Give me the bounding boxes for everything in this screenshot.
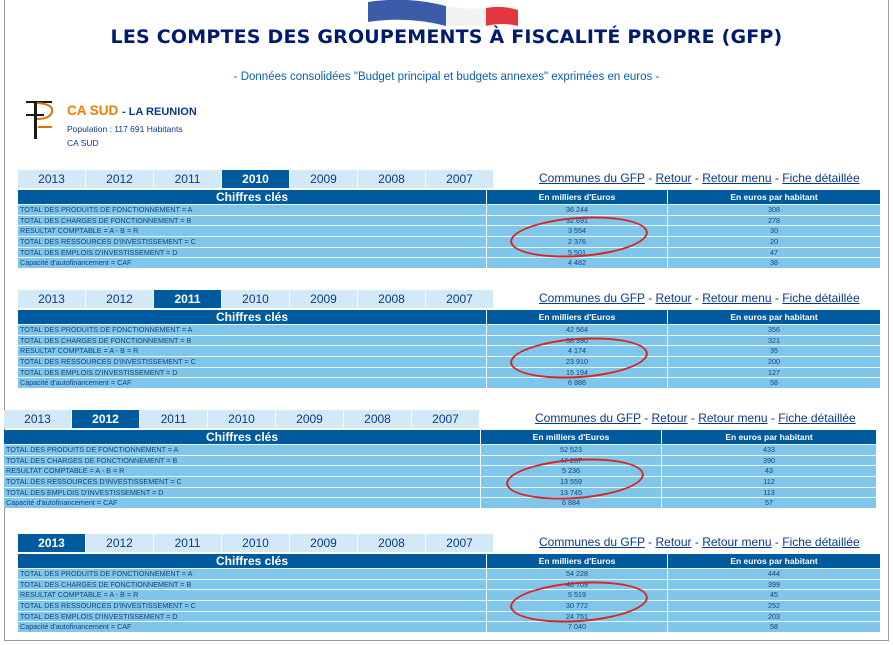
table-header xyxy=(18,190,881,204)
value-thousand-euros: 6 886 xyxy=(487,377,668,388)
link-fiche-detaillee[interactable]: Fiche détaillée xyxy=(782,291,860,305)
row-label: TOTAL DES CHARGES DE FONCTIONNEMENT = B xyxy=(18,215,487,226)
row-label: TOTAL DES EMPLOIS D'INVESTISSEMENT = D xyxy=(4,487,481,498)
year-block-2012 xyxy=(4,410,856,508)
logo-icon xyxy=(22,98,58,140)
page-title: LES COMPTES DES GROUPEMENTS À FISCALITÉ PROPRE (GFP) xyxy=(110,26,783,48)
nav-separator: - xyxy=(644,291,656,305)
nav-separator: - xyxy=(640,411,652,425)
value-thousand-euros: 7 040 xyxy=(487,621,668,632)
table-row xyxy=(18,377,881,388)
value-thousand-euros: 5 236 xyxy=(481,465,662,476)
value-euros-per-inhabitant: 113 xyxy=(662,487,877,498)
row-label: Capacité d'autofinancement = CAF xyxy=(18,621,487,632)
value-thousand-euros: 47 287 xyxy=(481,455,662,466)
row-label: Capacité d'autofinancement = CAF xyxy=(4,497,481,508)
row-label: Capacité d'autofinancement = CAF xyxy=(18,257,487,268)
gfp-subname: CA SUD xyxy=(67,138,99,148)
tab-year-2012[interactable]: 2012 xyxy=(86,290,153,308)
value-thousand-euros: 52 523 xyxy=(481,444,662,455)
table-row xyxy=(4,455,877,466)
value-euros-per-inhabitant: 20 xyxy=(668,236,881,247)
column-header: En milliers d'Euros xyxy=(487,190,668,204)
value-euros-per-inhabitant: 57 xyxy=(662,497,877,508)
row-label: TOTAL DES RESSOURCES D'INVESTISSEMENT = C xyxy=(18,600,487,611)
value-thousand-euros: 48 709 xyxy=(487,579,668,590)
value-thousand-euros: 6 884 xyxy=(481,497,662,508)
table-header xyxy=(4,430,877,444)
row-label: Capacité d'autofinancement = CAF xyxy=(18,377,487,388)
year-tabs xyxy=(4,410,480,428)
table-row xyxy=(18,356,881,367)
value-thousand-euros: 4 174 xyxy=(487,345,668,356)
tab-year-2012[interactable]: 2012 xyxy=(72,410,139,428)
value-euros-per-inhabitant: 47 xyxy=(668,247,881,258)
value-euros-per-inhabitant: 444 xyxy=(668,568,881,579)
value-thousand-euros: 4 482 xyxy=(487,257,668,268)
table-row xyxy=(18,589,881,600)
row-label: TOTAL DES RESSOURCES D'INVESTISSEMENT = C xyxy=(18,356,487,367)
column-header: Chiffres clés xyxy=(18,190,487,204)
value-thousand-euros: 13 745 xyxy=(481,487,662,498)
table-row xyxy=(4,487,877,498)
value-euros-per-inhabitant: 308 xyxy=(668,204,881,215)
value-thousand-euros: 42 564 xyxy=(487,324,668,335)
table-row xyxy=(18,345,881,356)
value-euros-per-inhabitant: 399 xyxy=(668,579,881,590)
nav-separator: - xyxy=(687,411,699,425)
row-label: TOTAL DES RESSOURCES D'INVESTISSEMENT = C xyxy=(18,236,487,247)
column-header: En euros par habitant xyxy=(668,190,881,204)
tab-year-2012[interactable]: 2012 xyxy=(86,170,153,188)
tab-year-2011[interactable]: 2011 xyxy=(154,290,221,308)
table-row xyxy=(18,215,881,226)
value-euros-per-inhabitant: 38 xyxy=(668,257,881,268)
table-row xyxy=(18,324,881,335)
year-block-2013 xyxy=(18,534,860,632)
nav-links xyxy=(539,535,860,549)
row-label: TOTAL DES PRODUITS DE FONCTIONNEMENT = A xyxy=(18,568,487,579)
table-header xyxy=(18,310,881,324)
table-row xyxy=(18,247,881,258)
column-header: En milliers d'Euros xyxy=(487,554,668,568)
column-header: En euros par habitant xyxy=(662,430,877,444)
tab-year-2008[interactable]: 2008 xyxy=(358,290,425,308)
page-subtitle: - Données consolidées "Budget principal et budgets annexes" exprimées en euros - xyxy=(233,71,660,83)
value-thousand-euros: 54 228 xyxy=(487,568,668,579)
table-header xyxy=(18,554,881,568)
value-euros-per-inhabitant: 43 xyxy=(662,465,877,476)
table-row xyxy=(18,257,881,268)
link-retour[interactable]: Retour xyxy=(655,291,692,305)
tab-year-2009[interactable]: 2009 xyxy=(290,534,357,552)
row-label: TOTAL DES PRODUITS DE FONCTIONNEMENT = A xyxy=(18,204,487,215)
table-row xyxy=(18,600,881,611)
link-fiche-detaillee[interactable]: Fiche détaillée xyxy=(778,411,856,425)
value-thousand-euros: 5 519 xyxy=(487,589,668,600)
column-header: Chiffres clés xyxy=(4,430,481,444)
tab-year-2007[interactable]: 2007 xyxy=(426,534,493,552)
tab-year-2009[interactable]: 2009 xyxy=(290,290,357,308)
tab-year-2012[interactable]: 2012 xyxy=(86,534,153,552)
flag-banner-icon xyxy=(368,0,518,26)
value-thousand-euros: 2 376 xyxy=(487,236,668,247)
tab-year-2009[interactable]: 2009 xyxy=(276,410,343,428)
tab-year-2008[interactable]: 2008 xyxy=(344,410,411,428)
column-header: En euros par habitant xyxy=(668,554,881,568)
key-figures-table xyxy=(18,310,881,388)
value-euros-per-inhabitant: 45 xyxy=(668,589,881,600)
nav-separator: - xyxy=(771,535,783,549)
tab-year-2007[interactable]: 2007 xyxy=(412,410,479,428)
nav-separator: - xyxy=(644,535,656,549)
table-row xyxy=(18,367,881,378)
tab-year-2010[interactable]: 2010 xyxy=(222,290,289,308)
table-row xyxy=(18,236,881,247)
year-block-2011 xyxy=(18,290,860,388)
tab-year-2013[interactable]: 2013 xyxy=(4,410,71,428)
value-euros-per-inhabitant: 433 xyxy=(662,444,877,455)
row-label: RESULTAT COMPTABLE = A - B = R xyxy=(18,225,487,236)
key-figures-table xyxy=(4,430,877,508)
value-thousand-euros: 30 772 xyxy=(487,600,668,611)
row-label: TOTAL DES EMPLOIS D'INVESTISSEMENT = D xyxy=(18,367,487,378)
value-euros-per-inhabitant: 30 xyxy=(668,225,881,236)
value-thousand-euros: 15 194 xyxy=(487,367,668,378)
link-retour-menu[interactable]: Retour menu xyxy=(702,171,772,185)
link-communes-gfp[interactable]: Communes du GFP xyxy=(539,291,645,305)
value-thousand-euros: 3 554 xyxy=(487,225,668,236)
link-communes-gfp[interactable]: Communes du GFP xyxy=(539,535,645,549)
value-euros-per-inhabitant: 127 xyxy=(668,367,881,378)
column-header: En euros par habitant xyxy=(668,310,881,324)
table-row xyxy=(4,497,877,508)
row-label: TOTAL DES CHARGES DE FONCTIONNEMENT = B xyxy=(18,335,487,346)
tab-year-2007[interactable]: 2007 xyxy=(426,170,493,188)
year-tabs xyxy=(18,170,494,188)
gfp-title: CA SUD xyxy=(67,103,119,118)
table-row xyxy=(18,579,881,590)
link-retour[interactable]: Retour xyxy=(655,171,692,185)
tab-year-2009[interactable]: 2009 xyxy=(290,170,357,188)
link-retour[interactable]: Retour xyxy=(651,411,688,425)
row-label: TOTAL DES CHARGES DE FONCTIONNEMENT = B xyxy=(4,455,481,466)
tab-year-2013[interactable]: 2013 xyxy=(18,290,85,308)
value-euros-per-inhabitant: 200 xyxy=(668,356,881,367)
table-row xyxy=(4,444,877,455)
value-thousand-euros: 13 559 xyxy=(481,476,662,487)
tab-year-2008[interactable]: 2008 xyxy=(358,170,425,188)
value-euros-per-inhabitant: 252 xyxy=(668,600,881,611)
row-label: RESULTAT COMPTABLE = A - B = R xyxy=(4,465,481,476)
link-retour-menu[interactable]: Retour menu xyxy=(702,291,772,305)
row-label: TOTAL DES PRODUITS DE FONCTIONNEMENT = A xyxy=(4,444,481,455)
value-thousand-euros: 5 501 xyxy=(487,247,668,258)
tab-year-2011[interactable]: 2011 xyxy=(154,170,221,188)
row-label: RESULTAT COMPTABLE = A - B = R xyxy=(18,589,487,600)
link-communes-gfp[interactable]: Communes du GFP xyxy=(539,171,645,185)
value-euros-per-inhabitant: 203 xyxy=(668,611,881,622)
nav-separator: - xyxy=(771,171,783,185)
value-euros-per-inhabitant: 321 xyxy=(668,335,881,346)
column-header: Chiffres clés xyxy=(18,554,487,568)
year-block-2010 xyxy=(18,170,860,268)
value-thousand-euros: 36 244 xyxy=(487,204,668,215)
table-row xyxy=(18,225,881,236)
nav-separator: - xyxy=(691,291,703,305)
tab-year-2010[interactable]: 2010 xyxy=(222,534,289,552)
tab-year-2010[interactable]: 2010 xyxy=(222,170,289,188)
link-fiche-detaillee[interactable]: Fiche détaillée xyxy=(782,171,860,185)
nav-links xyxy=(539,171,860,185)
value-thousand-euros: 23 910 xyxy=(487,356,668,367)
row-label: TOTAL DES PRODUITS DE FONCTIONNEMENT = A xyxy=(18,324,487,335)
tab-year-2008[interactable]: 2008 xyxy=(358,534,425,552)
table-row xyxy=(4,465,877,476)
link-retour-menu[interactable]: Retour menu xyxy=(698,411,768,425)
value-euros-per-inhabitant: 390 xyxy=(662,455,877,466)
nav-separator: - xyxy=(691,535,703,549)
table-row xyxy=(18,611,881,622)
nav-links xyxy=(539,291,860,305)
nav-separator: - xyxy=(767,411,779,425)
link-retour-menu[interactable]: Retour menu xyxy=(702,535,772,549)
table-row xyxy=(18,568,881,579)
key-figures-table xyxy=(18,190,881,268)
nav-links xyxy=(535,411,856,425)
column-header: En milliers d'Euros xyxy=(481,430,662,444)
value-euros-per-inhabitant: 35 xyxy=(668,345,881,356)
nav-separator: - xyxy=(644,171,656,185)
tab-year-2011[interactable]: 2011 xyxy=(154,534,221,552)
value-euros-per-inhabitant: 356 xyxy=(668,324,881,335)
value-euros-per-inhabitant: 112 xyxy=(662,476,877,487)
year-tabs xyxy=(18,290,494,308)
gfp-name xyxy=(67,103,197,118)
link-fiche-detaillee[interactable]: Fiche détaillée xyxy=(782,535,860,549)
nav-separator: - xyxy=(771,291,783,305)
gfp-region: - LA REUNION xyxy=(122,106,197,118)
row-label: TOTAL DES EMPLOIS D'INVESTISSEMENT = D xyxy=(18,611,487,622)
value-euros-per-inhabitant: 58 xyxy=(668,377,881,388)
table-row xyxy=(18,204,881,215)
row-label: TOTAL DES CHARGES DE FONCTIONNEMENT = B xyxy=(18,579,487,590)
row-label: TOTAL DES EMPLOIS D'INVESTISSEMENT = D xyxy=(18,247,487,258)
row-label: RESULTAT COMPTABLE = A - B = R xyxy=(18,345,487,356)
value-euros-per-inhabitant: 278 xyxy=(668,215,881,226)
value-thousand-euros: 38 390 xyxy=(487,335,668,346)
value-thousand-euros: 24 751 xyxy=(487,611,668,622)
column-header: Chiffres clés xyxy=(18,310,487,324)
table-row xyxy=(18,335,881,346)
tab-year-2013[interactable]: 2013 xyxy=(18,534,85,552)
nav-separator: - xyxy=(691,171,703,185)
key-figures-table xyxy=(18,554,881,632)
tab-year-2013[interactable]: 2013 xyxy=(18,170,85,188)
link-retour[interactable]: Retour xyxy=(655,535,692,549)
tab-year-2007[interactable]: 2007 xyxy=(426,290,493,308)
population-text: Population : 117 691 Habitants xyxy=(67,124,183,134)
value-euros-per-inhabitant: 58 xyxy=(668,621,881,632)
value-thousand-euros: 32 691 xyxy=(487,215,668,226)
column-header: En milliers d'Euros xyxy=(487,310,668,324)
tab-year-2010[interactable]: 2010 xyxy=(208,410,275,428)
link-communes-gfp[interactable]: Communes du GFP xyxy=(535,411,641,425)
table-row xyxy=(18,621,881,632)
row-label: TOTAL DES RESSOURCES D'INVESTISSEMENT = C xyxy=(4,476,481,487)
table-row xyxy=(4,476,877,487)
tab-year-2011[interactable]: 2011 xyxy=(140,410,207,428)
year-tabs xyxy=(18,534,494,552)
